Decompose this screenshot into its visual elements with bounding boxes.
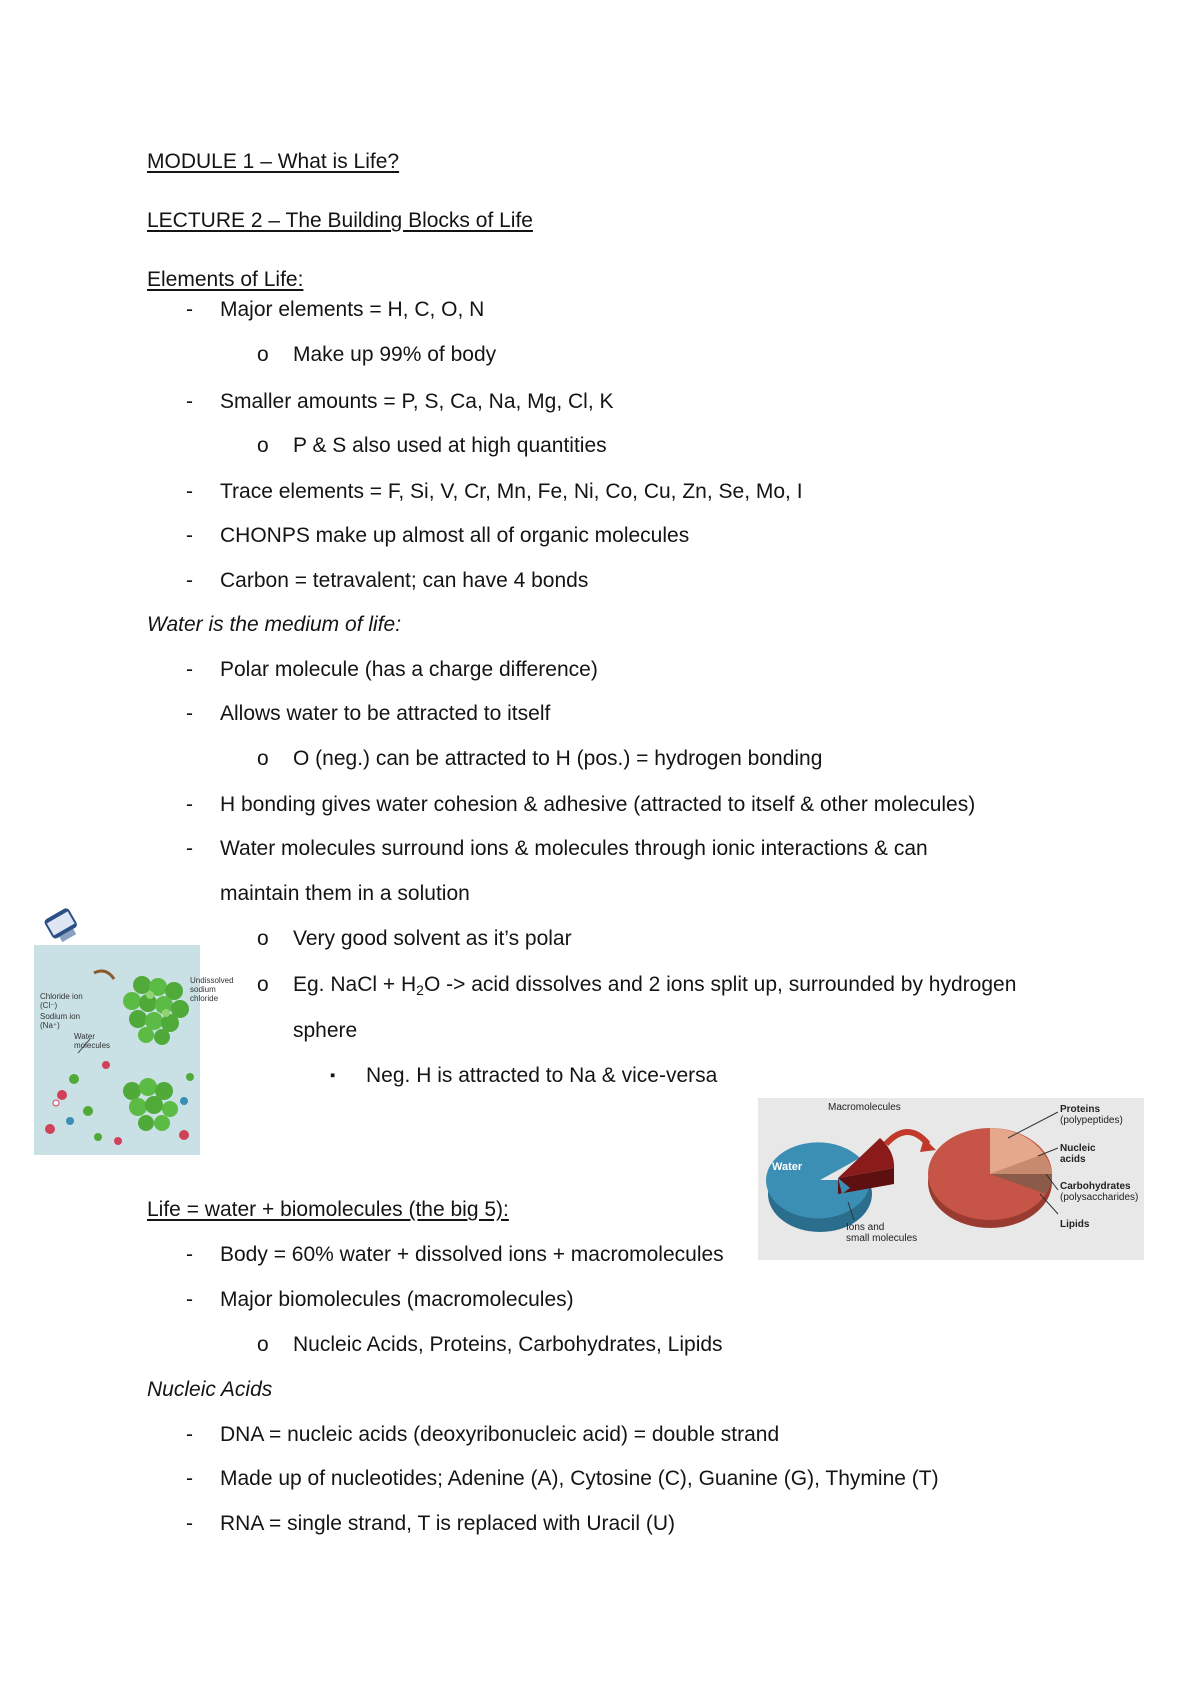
dash-bullet: -	[186, 658, 193, 681]
circle-bullet: o	[257, 343, 269, 366]
list-item: Make up 99% of body	[293, 343, 497, 366]
dash-bullet: -	[186, 480, 193, 503]
dash-bullet: -	[186, 569, 193, 592]
salt-shaker-icon	[43, 907, 81, 945]
macromolecules-pie-figure	[758, 1098, 1144, 1260]
dash-bullet: -	[186, 1467, 193, 1490]
circle-bullet: o	[257, 747, 269, 770]
proteins-label: Proteins	[1060, 1104, 1101, 1115]
nucleic-sub-label: acids	[1060, 1154, 1086, 1165]
list-item: DNA = nucleic acids (deoxyribonucleic acid) = double strand	[220, 1423, 780, 1446]
circle-bullet: o	[257, 434, 269, 457]
list-item: Carbon = tetravalent; can have 4 bonds	[220, 569, 589, 592]
label-undissolved-3: chloride	[190, 994, 219, 1003]
list-item: Neg. H is attracted to Na & vice-versa	[366, 1064, 718, 1087]
list-item: Very good solvent as it’s polar	[293, 927, 572, 950]
module-title: MODULE 1 – What is Life?	[147, 150, 400, 173]
salt-dissolving-figure	[34, 905, 234, 1155]
lipids-label: Lipids	[1060, 1219, 1090, 1230]
list-item: Trace elements = F, Si, V, Cr, Mn, Fe, Ni, Co, Cu, Zn, Se, Mo, I	[220, 480, 803, 503]
list-item: Nucleic Acids, Proteins, Carbohydrates, Lipids	[293, 1333, 723, 1356]
list-item: Major biomolecules (macromolecules)	[220, 1288, 574, 1311]
list-item-equation	[293, 971, 1016, 1004]
figure-background	[34, 945, 200, 1155]
water-label: Water	[772, 1161, 803, 1173]
list-item-continuation: sphere	[293, 1019, 358, 1042]
circle-bullet: o	[257, 973, 269, 996]
dash-bullet: -	[186, 702, 193, 725]
nucleic-heading: Nucleic Acids	[147, 1378, 273, 1401]
label-sodium-symbol: (Na⁺)	[40, 1021, 60, 1030]
water-heading: Water is the medium of life:	[147, 613, 402, 636]
dash-bullet: -	[186, 793, 193, 816]
list-item: H bonding gives water cohesion & adhesive (attracted to itself & other molecules)	[220, 793, 976, 816]
ions-label: Ions and	[846, 1222, 885, 1233]
circle-bullet: o	[257, 1333, 269, 1356]
macromolecules-label: Macromolecules	[828, 1102, 901, 1113]
list-item: P & S also used at high quantities	[293, 434, 607, 457]
equation-subscript: 2	[416, 982, 424, 998]
list-item: CHONPS make up almost all of organic molecules	[220, 524, 690, 547]
lecture-title: LECTURE 2 – The Building Blocks of Life	[147, 209, 533, 232]
label-undissolved: Undissolved	[190, 976, 234, 985]
list-item: Body = 60% water + dissolved ions + macromolecules	[220, 1243, 724, 1266]
label-undissolved-2: sodium	[190, 985, 216, 994]
equation-suffix: O -> acid dissolves and 2 ions split up, surrounded by hydrogen	[423, 973, 1017, 996]
label-sodium: Sodium ion	[40, 1012, 81, 1021]
nucleic-label: Nucleic	[1060, 1143, 1096, 1154]
list-item: O (neg.) can be attracted to H (pos.) = hydrogen bonding	[293, 747, 823, 770]
dash-bullet: -	[186, 1288, 193, 1311]
list-item: RNA = single strand, T is replaced with Uracil (U)	[220, 1512, 675, 1535]
circle-bullet: o	[257, 927, 269, 950]
label-chloride: Chloride ion	[40, 992, 83, 1001]
square-bullet: ▪	[330, 1067, 336, 1084]
list-item: Made up of nucleotides; Adenine (A), Cytosine (C), Guanine (G), Thymine (T)	[220, 1467, 939, 1490]
dash-bullet: -	[186, 390, 193, 413]
label-chloride-symbol: (Cl⁻)	[40, 1001, 58, 1010]
equation-prefix: Eg. NaCl + H	[293, 973, 417, 996]
macromolecule-pie	[928, 1128, 1052, 1228]
carbs-label: Carbohydrates	[1060, 1181, 1131, 1192]
list-item: Major elements = H, C, O, N	[220, 298, 485, 321]
list-item-continuation: maintain them in a solution	[220, 882, 470, 905]
carbs-sub-label: (polysaccharides)	[1060, 1192, 1139, 1203]
dash-bullet: -	[186, 524, 193, 547]
list-item: Polar molecule (has a charge difference)	[220, 658, 598, 681]
label-water-2: molecules	[74, 1041, 111, 1050]
dash-bullet: -	[186, 1512, 193, 1535]
biomolecules-heading: Life = water + biomolecules (the big 5):	[147, 1198, 509, 1221]
dash-bullet: -	[186, 298, 193, 321]
label-water: Water	[74, 1032, 96, 1041]
list-item: Water molecules surround ions & molecules through ionic interactions & can	[220, 837, 928, 860]
list-item: Allows water to be attracted to itself	[220, 702, 551, 725]
elements-heading: Elements of Life:	[147, 268, 304, 291]
list-item: Smaller amounts = P, S, Ca, Na, Mg, Cl, K	[220, 390, 614, 413]
dash-bullet: -	[186, 1423, 193, 1446]
dash-bullet: -	[186, 1243, 193, 1266]
ions-sub-label: small molecules	[846, 1233, 918, 1244]
dash-bullet: -	[186, 837, 193, 860]
proteins-sub-label: (polypeptides)	[1060, 1115, 1123, 1126]
